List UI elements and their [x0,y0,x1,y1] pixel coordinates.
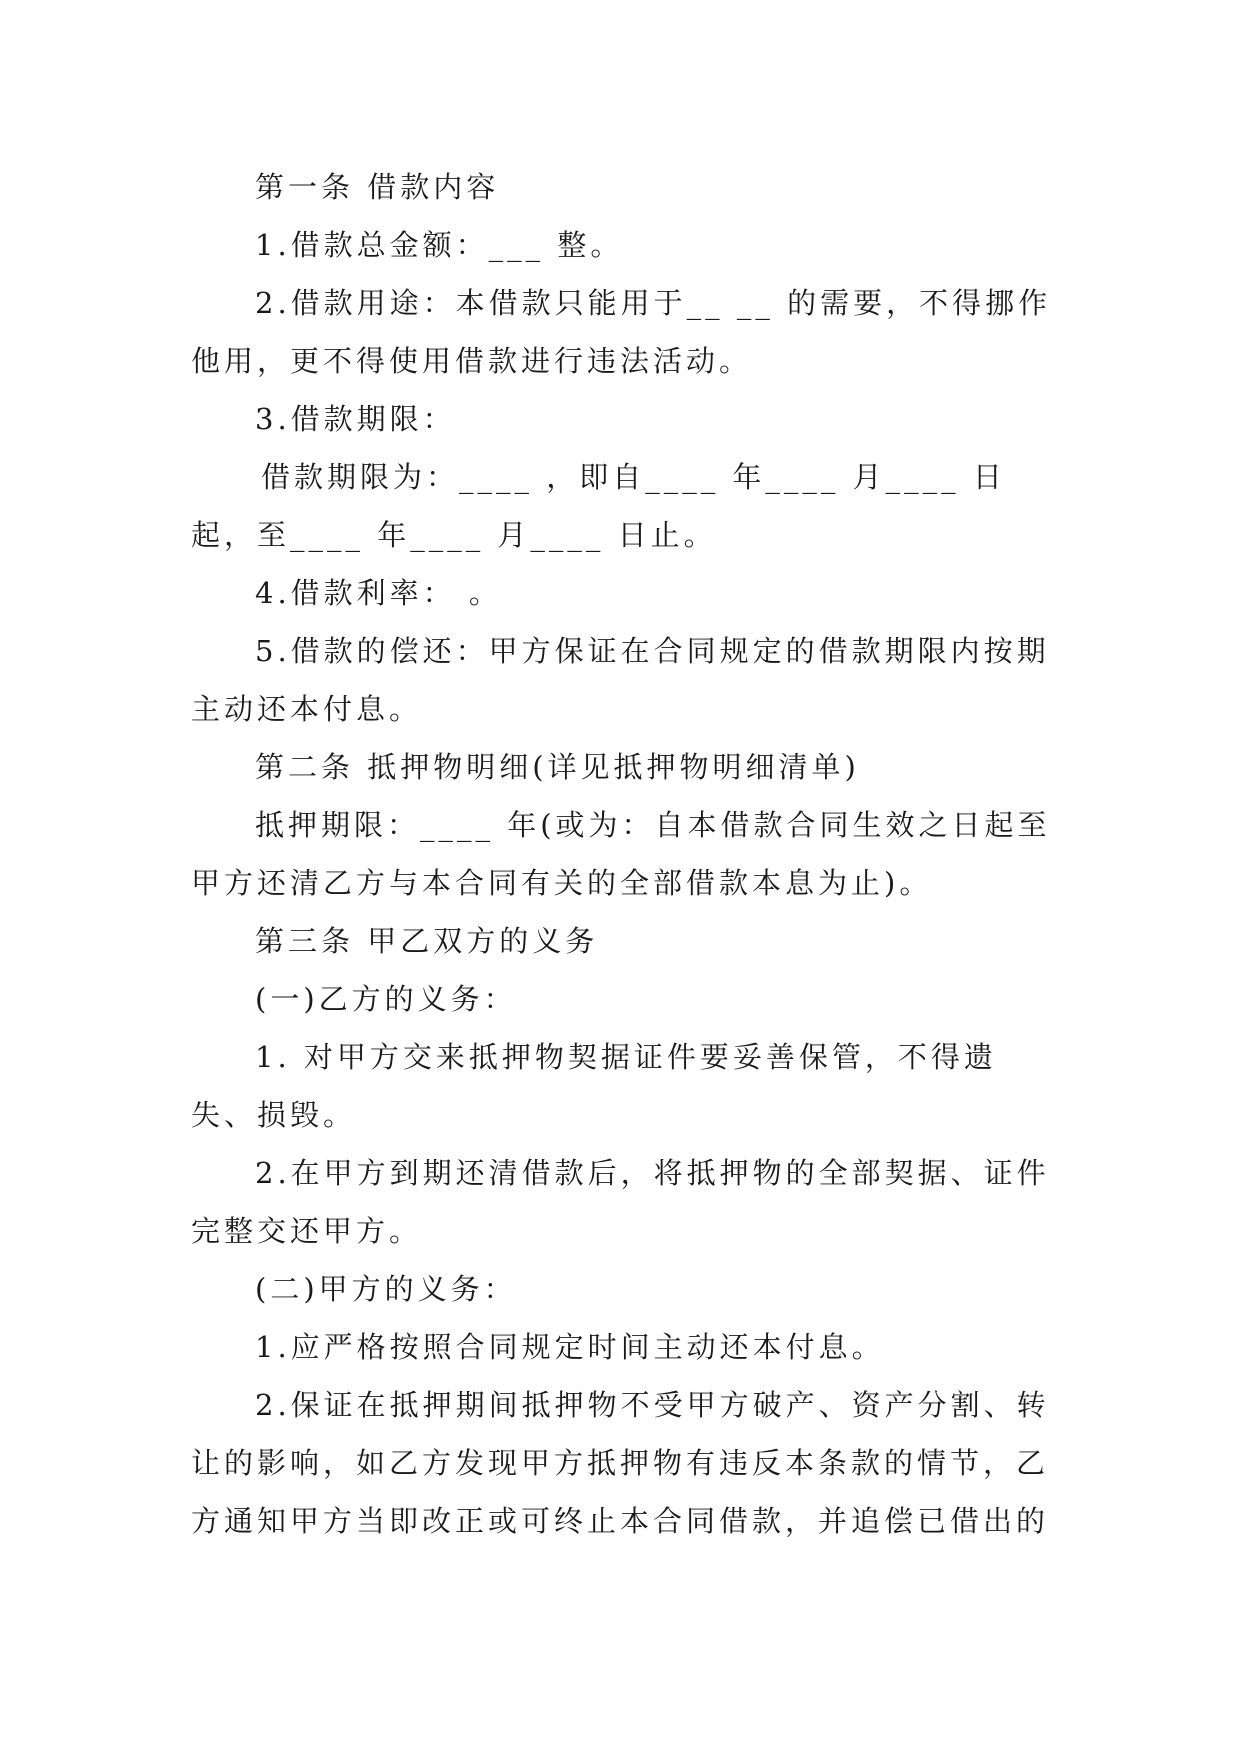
party-b-obligations-heading: (一)乙方的义务： [255,982,517,1016]
document-body [191,158,1061,1550]
loan-interest-clause: 4.借款利率： 。 [255,576,502,610]
party-a-obligation-1: 1.应严格按照合同规定时间主动还本付息。 [255,1330,885,1364]
party-b-obligation-2: 2.在甲方到期还清借款后，将抵押物的全部契据、证件完整交还甲方。 [191,1156,1050,1248]
party-a-obligations-heading: (二)甲方的义务： [255,1272,517,1306]
loan-repayment-clause: 5.借款的偿还：甲方保证在合同规定的借款期限内按期主动还本付息。 [191,634,1050,726]
loan-term-clause: 借款期限为：____ ，即自____ 年____ 月____ 日起，至____ 年____ 月____ 日止。 [191,460,1006,552]
article-2-heading: 第二条 抵押物明细(详见抵押物明细清单) [255,750,860,784]
loan-purpose-clause: 2.借款用途：本借款只能用于__ __ 的需要，不得挪作他用，更不得使用借款进行违法活动。 [191,286,1052,378]
mortgage-term-clause: 抵押期限：____ 年(或为：自本借款合同生效之日起至甲方还清乙方与本合同有关的全部借款本息为止)。 [191,808,1051,900]
article-3-heading: 第三条 甲乙双方的义务 [255,924,599,958]
loan-amount-clause: 1.借款总金额：___ 整。 [255,228,624,262]
loan-term-heading: 3.借款期限： [255,402,456,436]
article-1-heading: 第一条 借款内容 [255,170,500,204]
party-b-obligation-1: 1. 对甲方交来抵押物契据证件要妥善保管，不得遗失、损毁。 [191,1040,997,1132]
party-a-obligation-2: 2.保证在抵押期间抵押物不受甲方破产、资产分割、转让的影响，如乙方发现甲方抵押物有违反本条款的情节，乙方通知甲方当即改正或可终止本合同借款，并追偿已借出的 [191,1388,1050,1538]
